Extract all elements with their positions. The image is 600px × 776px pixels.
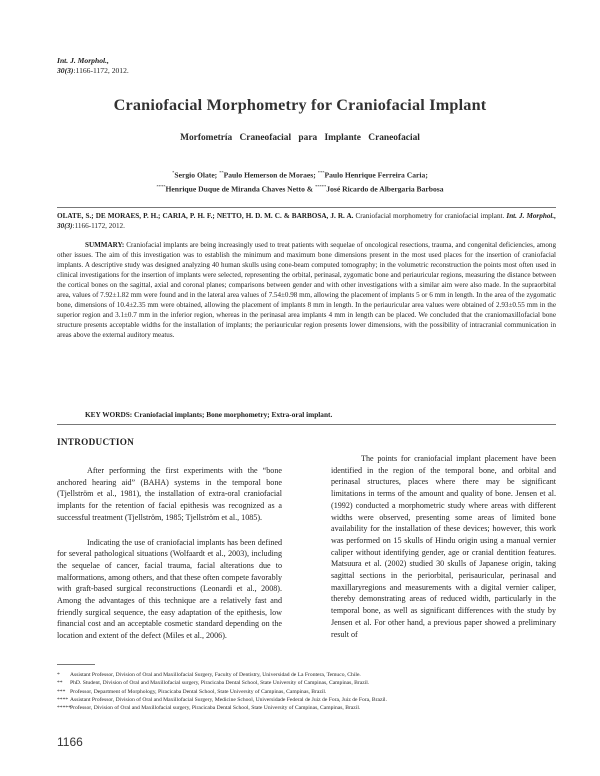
body-paragraph: Indicating the use of craniofacial implants has been defined for several pathological situations (Wolfaardt et al., 2003), including the sequelae of cancer, facial trauma, facial alterations due to malformations, among others, and that these often compete favorably with graft-based surgical reconstructions (Leonardi et al., 2008). Among the advantages of this technique are a relatively fast and friendly surgical sequence, the easy adaptation of the epithesis, low financial cost and an acceptable cosmetic standard depending on the location and extent of the defect (Miles et al., 2006). <box>57 537 282 641</box>
author-name: Paulo Henrique Ferreira Caria; <box>324 170 428 180</box>
footnote-mark: **** <box>57 696 69 703</box>
citation-journal: Int. J. Morphol., 30(3) <box>57 212 557 230</box>
footnote-mark: * <box>57 672 60 678</box>
author-name: José Ricardo de Albergaria Barbosa <box>326 184 444 194</box>
page-number: 1166 <box>57 735 83 749</box>
author-affil-mark: ***** <box>315 184 327 190</box>
paper-title: Craniofacial Morphometry for Craniofacial Implant <box>113 96 487 114</box>
journal-header <box>57 56 129 76</box>
footnote-mark: ***** <box>57 705 71 712</box>
body-column-right <box>331 453 556 653</box>
author-name: Sergio Olate; <box>174 170 220 180</box>
footnote-text: Professor, Department of Morphology, Piracicaba Dental School, State University of Campinas, Campinas, Brazil. <box>70 688 327 695</box>
footnote <box>57 688 556 696</box>
footnote <box>57 671 556 679</box>
citation-block <box>57 211 556 231</box>
author-affil-mark: * <box>172 170 175 175</box>
citation-pages: :1166-1172, 2012. <box>72 222 125 230</box>
footnote <box>57 679 556 687</box>
journal-volume-line <box>57 66 129 76</box>
journal-pages: :1166-1172, 2012. <box>73 66 129 75</box>
paper-subtitle: Morfometría Craneofacial para Implante Craneofacial <box>180 133 420 143</box>
author-list <box>0 167 600 195</box>
journal-volume: 30(3) <box>57 66 74 75</box>
footnote <box>57 696 556 704</box>
footnote <box>57 704 556 712</box>
section-heading-introduction: INTRODUCTION <box>57 437 135 447</box>
author-line-1 <box>0 167 600 181</box>
abstract-label: SUMMARY: <box>85 241 125 249</box>
footnotes <box>57 671 556 712</box>
divider-keywords <box>57 424 556 425</box>
footnote-mark: *** <box>57 688 66 695</box>
author-affil-mark: **** <box>156 184 166 190</box>
body-column-left <box>57 465 282 655</box>
body-paragraph: After performing the first experiments with the “bone anchored hearing aid” (BAHA) systems in the temporal bone (Tjellström et al., 1981), the installation of extra-oral craniofacial implants for the retention of facial epithesis was recognized as a successful treatment (Tjellström, 1985; Tjellström et al., 1085). <box>57 466 282 522</box>
footnote-mark: ** <box>57 680 63 687</box>
author-affil-mark: *** <box>317 170 325 175</box>
author-affil-mark: ** <box>219 170 224 175</box>
footnote-text: PhD. Student, Division of Oral and Maxillofacial surgery, Piracicaba Dental School, State University of Campinas, Campinas, Brazil. <box>70 680 370 687</box>
body-paragraph: The points for craniofacial implant placement have been identified in the region of the temporal bone, and orbital and perinasal structures, places where there may be significant limitations in terms of the amount and quality of bone. Jensen et al. (1992) conducted a morphometric study where areas with different widths were observed, presenting some areas of limited bone availability for the installation of these devices; however, this work was performed on 15 skulls of Hindu origin using a manual vernier caliper without identifying gender, age or cranial dentition features. Matsuura et al. (2002) studied 30 skulls of Japanese origin, taking sagittal sections in the periorbital, perisauricular, perinasal and maxillaryregions and measurements with a digital vernier caliper, thereby demonstrating areas of reduced width, particularly in the temporal bone, as well as significant differences with the study by Jensen et al. For other hand, a previous paper showed a preliminary result of <box>331 454 556 639</box>
keywords: KEY WORDS: Craniofacial implants; Bone morphometry; Extra-oral implant. <box>85 410 333 419</box>
divider-top <box>57 207 556 208</box>
footnote-text: Assistant Professor, Division of Oral and Maxillofacial Surgery, Medicine School, Universidade Federal de Juiz de Fora, Juiz de Fora, Brazil. <box>70 696 387 703</box>
author-name: Paulo Hemerson de Moraes; <box>223 170 318 180</box>
author-name: Henrique Duque de Miranda Chaves Netto & <box>165 184 316 194</box>
footnote-text: Professor, Division of Oral and Maxillofacial surgery, Piracicaba Dental School, State University of Campinas, Campinas, Brazil. <box>70 705 361 712</box>
journal-name: Int. J. Morphol., <box>57 56 109 65</box>
abstract-text: Craniofacial implants are being increasingly used to treat patients with sequelae of oncological resections, trauma, and congenital deficiencies, among other issues. The aim of this investigation was to establish the minimum and maximum bone dimensions present in the most used places for the insertion of craniofacial implants. A descriptive study was designed analyzing 40 human skulls using cone-beam computed tomography; in the volumetric reconstruction the points most often used in clinical investigations for the insertion of implants were selected, representing the orbital, perinasal, zygomatic bone and periauricular regions, measuring the distance between the cortical bones on the sagittal, axial and coronal planes; comparisons between gender and with other investigations with a similar aim were also made. In the supraorbital area, values of 7.92±1.82 mm were found and in the lateral area values of 7.54±0.98 mm, allowing the placement of implants 5 or 6 mm in length. In the area of the zygomatic bone, dimensions of 10.4±2.35 mm were obtained, allowing the placement of implants 8 mm in length. In the periauricular area values were obtained of 2.93±0.55 mm in the superior region and 3.1±0.7 mm in the inferior region, whereas in the perinasal area implants 4 mm in length can be placed. We concluded that the craniomaxillofacial bone structure presents acceptable widths for the installation of implants; the periauricular region presents lower dimensions, with the possibility of intracranial communication in areas above the external auditory meatus. <box>57 241 556 340</box>
abstract <box>57 240 556 340</box>
author-line-2 <box>0 181 600 195</box>
footnote-text: Assistant Professor, Division of Oral and Maxillofacial Surgery, Faculty of Dentistry, Universidad de La Frontera, Temuco, Chile. <box>70 672 361 678</box>
citation-title: Craniofacial morphometry for craniofacial implant. <box>353 212 507 220</box>
citation-authors: OLATE, S.; DE MORAES, P. H.; CARIA, P. H. F.; NETTO, H. D. M. C. & BARBOSA, J. R. A. <box>57 212 354 220</box>
footnote-divider <box>57 664 95 665</box>
